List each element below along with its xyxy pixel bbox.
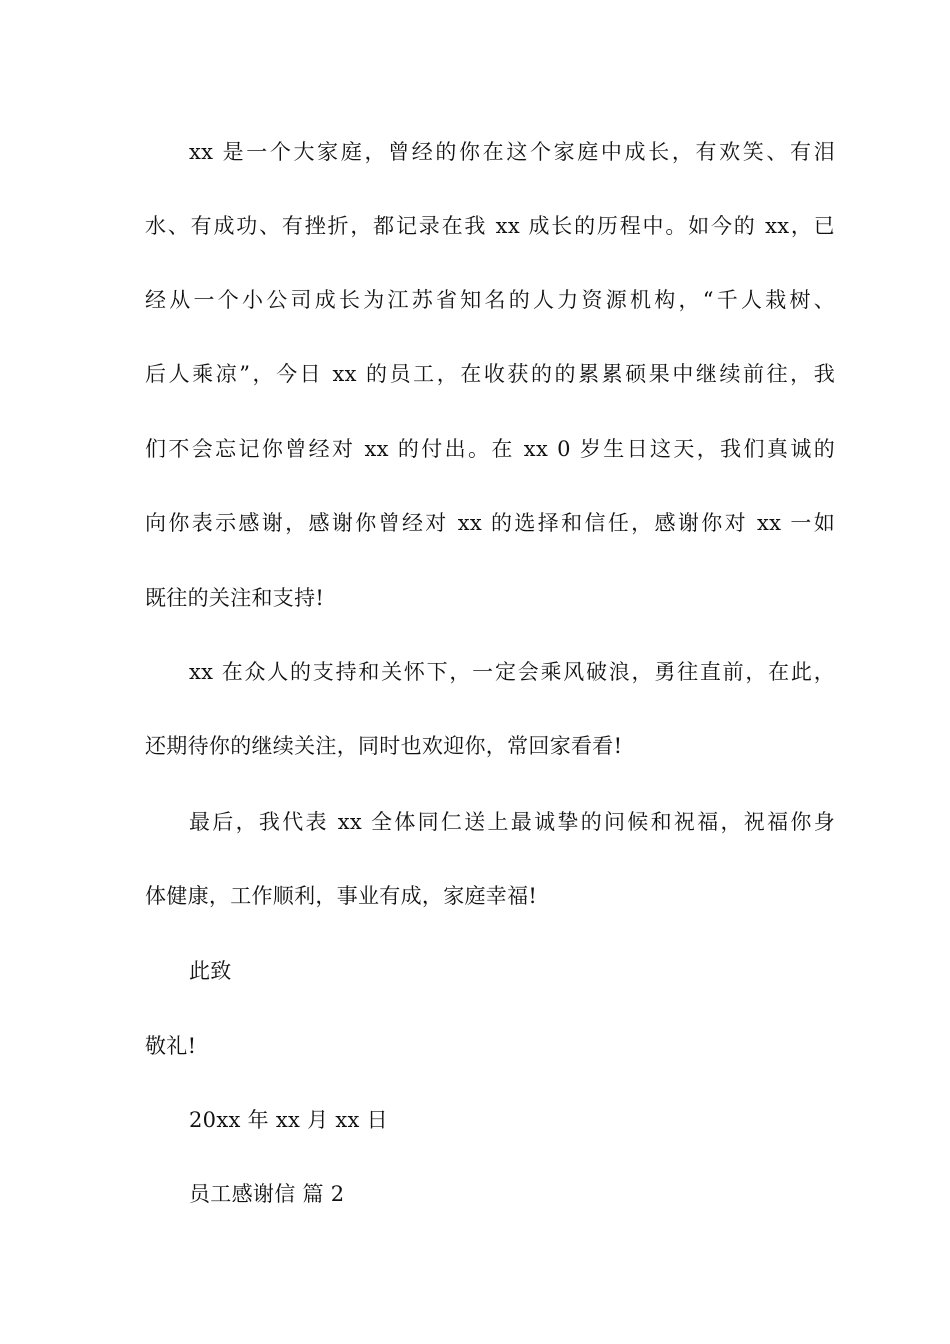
paragraph-2-line-2: 还期待你的继续关注，同时也欢迎你，常回家看看! — [145, 734, 623, 758]
paragraph-1-line-1: xx 是一个大家庭，曾经的你在这个家庭中成长，有欢笑、有泪 — [189, 140, 835, 164]
date-text: 20xx 年 xx 月 xx 日 — [189, 1108, 388, 1132]
paragraph-1-line-4: 后人乘凉”，今日 xx 的员工，在收获的的累累硕果中继续前往，我 — [145, 362, 835, 386]
paragraph-1-line-7: 既往的关注和支持! — [145, 586, 325, 610]
paragraph-3-line-2: 体健康，工作顺利，事业有成，家庭幸福! — [145, 884, 538, 908]
paragraph-1-line-6: 向你表示感谢，感谢你曾经对 xx 的选择和信任，感谢你对 xx 一如 — [145, 511, 835, 535]
paragraph-1-line-3: 经从一个小公司成长为江苏省知名的人力资源机构，“千人栽树、 — [145, 288, 835, 312]
paragraph-3-line-1: 最后，我代表 xx 全体同仁送上最诚挚的问候和祝福，祝福你身 — [189, 810, 835, 834]
next-section-title: 员工感谢信 篇 2 — [189, 1182, 345, 1206]
salute-text: 敬礼! — [145, 1034, 197, 1058]
paragraph-2-line-1: xx 在众人的支持和关怀下，一定会乘风破浪，勇往直前，在此， — [189, 660, 835, 684]
paragraph-1-line-5: 们不会忘记你曾经对 xx 的付出。在 xx 0 岁生日这天，我们真诚的 — [145, 437, 835, 461]
paragraph-1-line-2: 水、有成功、有挫折，都记录在我 xx 成长的历程中。如今的 xx，已 — [145, 214, 835, 238]
closing-text: 此致 — [189, 959, 232, 983]
